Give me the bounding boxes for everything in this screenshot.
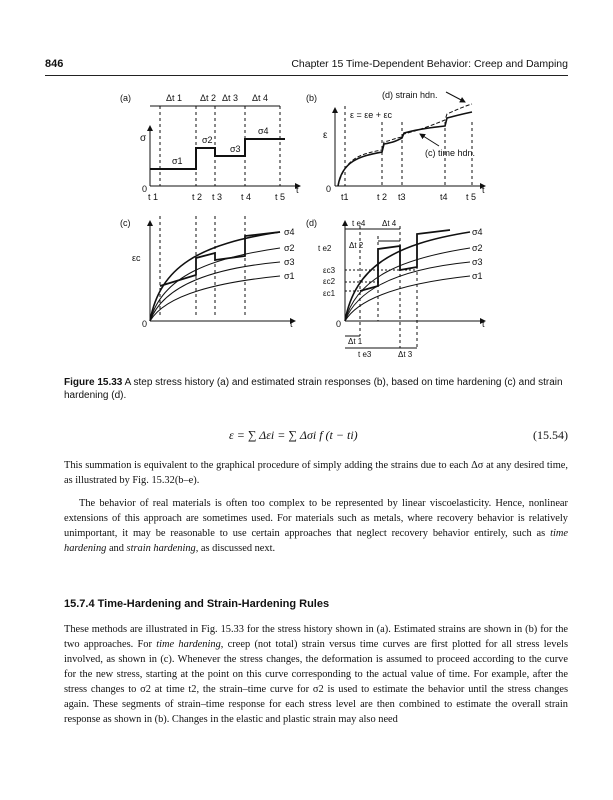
p2-em-strain-hardening: strain hardening — [126, 543, 196, 554]
p3-em-time-hardening: time hardening — [156, 639, 221, 650]
d-curve-3: σ3 — [472, 257, 483, 267]
caption-label: Figure 15.33 — [64, 377, 123, 388]
b-tick-2: t 2 — [377, 192, 388, 202]
d-dt1-label: Δt 1 — [348, 337, 363, 346]
page-number: 846 — [45, 58, 64, 70]
running-head: Chapter 15 Time-Dependent Behavior: Creep and Damping — [291, 58, 568, 70]
b-y-label: ε — [323, 130, 328, 141]
p2-start: The behavior of real materials is often too complex to be represented by linear viscoelasticity. Hence, nonlinear extensions of this approach are sometimes used. For materials such as metals, where recovery behavior is relatively unimportant, it may be reasonable to use certain approaches that neglect recovery behavior entirely, such as — [64, 498, 568, 539]
figure-15-33 — [120, 86, 500, 371]
p2-and: and — [106, 543, 127, 554]
c-curve-2: σ2 — [284, 243, 295, 253]
c-x-label: t — [290, 319, 293, 329]
c-curve-1: σ4 — [284, 227, 295, 237]
panel-d — [345, 221, 485, 348]
d-ec2-label: εc2 — [323, 277, 336, 286]
c-curve-3: σ3 — [284, 257, 295, 267]
a-delta-2: Δt 2 — [200, 93, 217, 103]
a-sigma-3: σ3 — [230, 144, 241, 154]
d-dt4-label: Δt 4 — [382, 219, 397, 228]
b-time-hdn-label: (c) time hdn. — [425, 148, 476, 158]
panel-label-b: (b) — [306, 93, 317, 103]
d-curve-1: σ4 — [472, 227, 483, 237]
header-rule — [45, 75, 568, 76]
d-curve-2: σ2 — [472, 243, 483, 253]
section-heading: 15.7.4 Time-Hardening and Strain-Hardening Rules — [64, 598, 330, 610]
panel-label-d: (d) — [306, 218, 317, 228]
paragraph-1: This summation is equivalent to the graphical procedure of simply adding the strains due to each Δσ at any desired time, as illustrated by Fig. 15.32(b–e). — [64, 460, 568, 486]
b-tick-1: t1 — [341, 192, 349, 202]
d-te3-label: t e3 — [358, 350, 372, 359]
equation-body: ε = ∑ Δεi = ∑ Δσi f (t − ti) — [229, 428, 358, 442]
d-ec3-label: εc3 — [323, 266, 336, 275]
a-origin: 0 — [142, 184, 148, 194]
p3-end: , creep (not total) strain versus time curves are first plotted for all stress levels involved, as shown in (c). Whenever the stress changes, the deformation is assumed to proceed according to the curve for the new stress, starting at the point on this curve corresponding to the actual value of time. For example, after the stress changes to σ2 at time t2, the strain–time curve for σ2 is used to estimate the behavior until the stress changes again. These segments of strain–time response for each stress level are then combined to estimate the overall strain response as shown in (b). Changes in the elastic and plastic strain may also need — [64, 639, 568, 725]
paragraph-3 — [64, 622, 568, 727]
d-dt3-label: Δt 3 — [398, 350, 413, 359]
d-origin: 0 — [336, 319, 342, 329]
paragraph-2 — [64, 496, 568, 556]
d-te2-label: t e2 — [318, 244, 332, 253]
p3-start: These methods are illustrated in Fig. 15.33 for the stress history shown in (a). Estimated strains are shown in (b) for the two approaches. For — [64, 624, 568, 650]
c-origin: 0 — [142, 319, 148, 329]
a-tick-4: t 4 — [241, 192, 252, 202]
c-curve-4: σ1 — [284, 271, 295, 281]
panel-label-c: (c) — [120, 218, 131, 228]
page-header — [45, 58, 568, 74]
panel-a — [150, 106, 300, 186]
p2-end: , as discussed next. — [195, 543, 276, 554]
equation-15-54 — [64, 428, 568, 448]
a-delta-3: Δt 3 — [222, 93, 239, 103]
b-sum-label: ε = εe + εc — [350, 110, 393, 120]
caption-text: A step stress history (a) and estimated strain responses (b), based on time hardening (c) and strain hardening (d). — [64, 377, 563, 401]
d-te4-label: t e4 — [352, 219, 366, 228]
b-tick-5: t 5 — [466, 192, 477, 202]
b-origin: 0 — [326, 184, 332, 194]
equation-number: (15.54) — [533, 428, 568, 442]
b-strain-hdn-label: (d) strain hdn. — [382, 90, 438, 100]
d-x-label: t — [482, 319, 485, 329]
a-sigma-2: σ2 — [202, 135, 213, 145]
b-tick-4: t4 — [440, 192, 448, 202]
a-sigma-4: σ4 — [258, 126, 269, 136]
a-tick-2: t 2 — [192, 192, 203, 202]
d-dt2-label: Δt 2 — [349, 241, 364, 250]
a-tick-3: t 3 — [212, 192, 223, 202]
a-tick-5: t 5 — [275, 192, 286, 202]
a-delta-1: Δt 1 — [166, 93, 183, 103]
a-delta-4: Δt 4 — [252, 93, 269, 103]
a-tick-1: t 1 — [148, 192, 159, 202]
panel-c — [150, 216, 295, 321]
a-sigma-1: σ1 — [172, 156, 183, 166]
p2-em-time-hardening: time hardening — [64, 528, 568, 554]
panel-b — [335, 92, 485, 186]
a-x-label: t — [296, 185, 299, 195]
figure-caption — [64, 376, 564, 402]
c-y-label: εc — [132, 253, 141, 263]
d-curve-4: σ1 — [472, 271, 483, 281]
a-y-label: σ — [140, 133, 147, 144]
panel-label-a: (a) — [120, 93, 131, 103]
b-tick-3: t3 — [398, 192, 406, 202]
d-ec1-label: εc1 — [323, 289, 336, 298]
b-x-label: t — [482, 185, 485, 195]
